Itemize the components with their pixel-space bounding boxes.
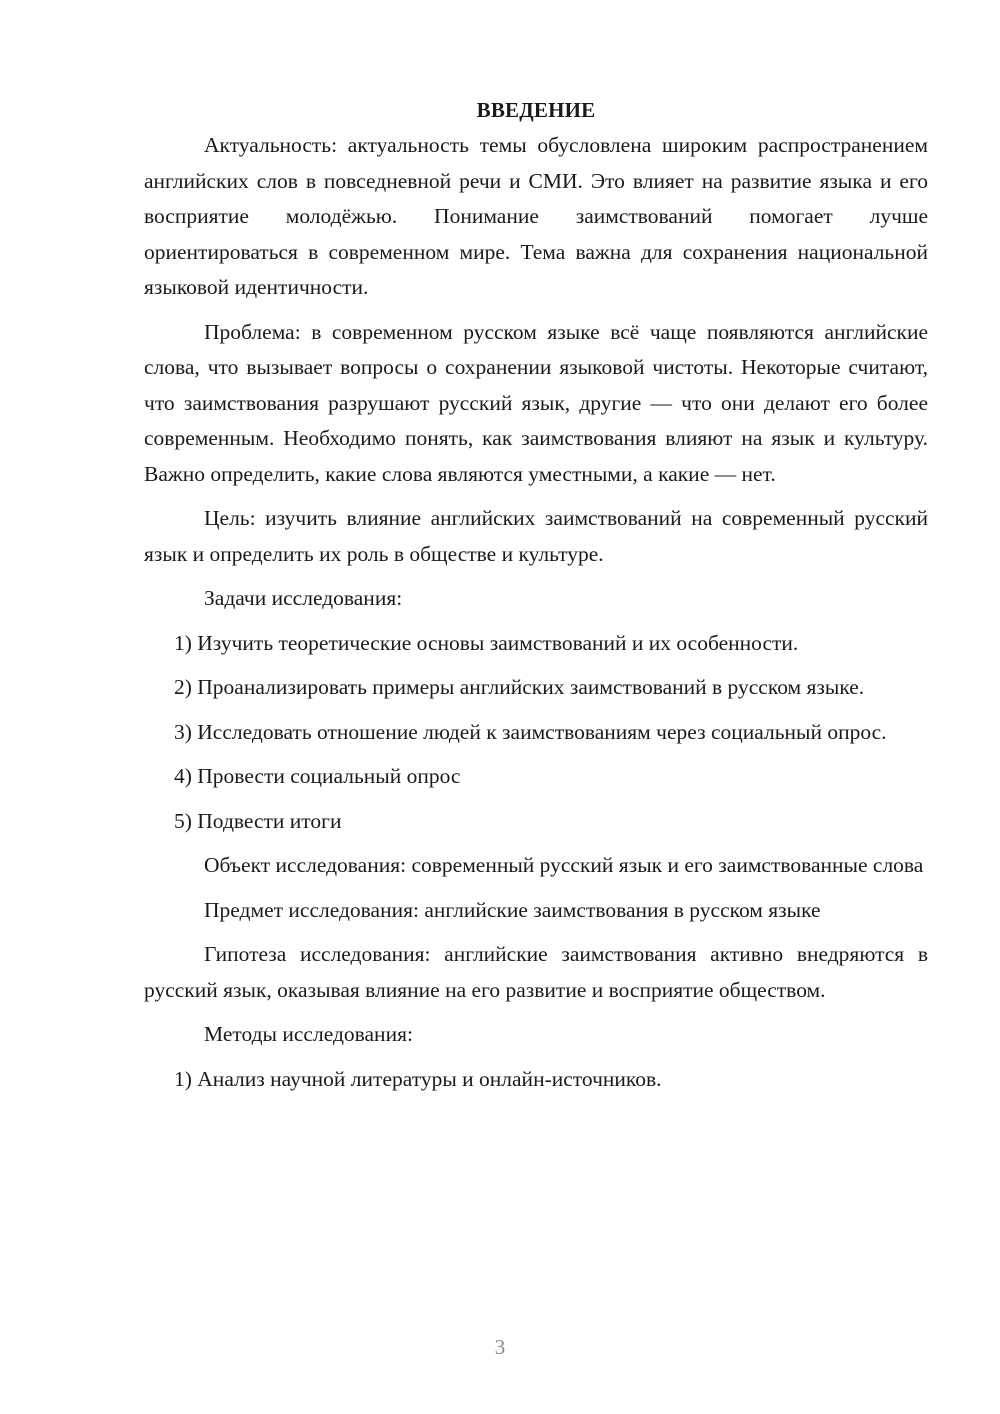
methods-heading: Методы исследования: [204,1022,413,1046]
task-item-3: 3) Исследовать отношение людей к заимствованиям через социальный опрос. [174,719,887,744]
task-item-4: 4) Провести социальный опрос [174,764,461,788]
object-paragraph: Объект исследования: современный русский язык и его заимствованные слова [204,853,924,877]
relevance-paragraph: Актуальность: актуальность темы обусловлена широким распространением английских слов в повседневной речи и СМИ. Это влияет на развитие языка и его восприятие молодёжью. Понимание заимствований помогает лучше ориентироваться в современном мире. Тема важна для сохранения национальной языковой идентичности. [144,133,928,299]
problem-paragraph: Проблема: в современном русском языке всё чаще появляются английские слова, что вызывает вопросы о сохранении языковой чистоты. Некоторые считают, что заимствования разрушают русский язык, другие — что они делают его более современным. Необходимо понять, как заимствования влияют на язык и культуру. Важно определить, какие слова являются уместными, а какие — нет. [144,319,928,486]
tasks-heading: Задачи исследования: [204,586,403,610]
task-item-5: 5) Подвести итоги [174,808,342,833]
document-page [144,92,928,1097]
hypothesis-paragraph: Гипотеза исследования: английские заимствования активно внедряются в русский язык, оказывая влияние на его развитие и восприятие обществом. [144,942,928,1002]
method-item-1: 1) Анализ научной литературы и онлайн-источников. [174,1066,662,1091]
page-title: ВВЕДЕНИЕ [476,98,596,122]
task-item-2: 2) Проанализировать примеры английских заимствований в русском языке. [174,675,865,699]
subject-paragraph: Предмет исследования: английские заимствования в русском языке [204,897,821,922]
page-number: 3 [494,1335,506,1359]
task-item-1: 1) Изучить теоретические основы заимствований и их особенности. [174,630,799,655]
goal-paragraph: Цель: изучить влияние английских заимствований на современный русский язык и определить их роль в обществе и культуре. [144,506,928,566]
